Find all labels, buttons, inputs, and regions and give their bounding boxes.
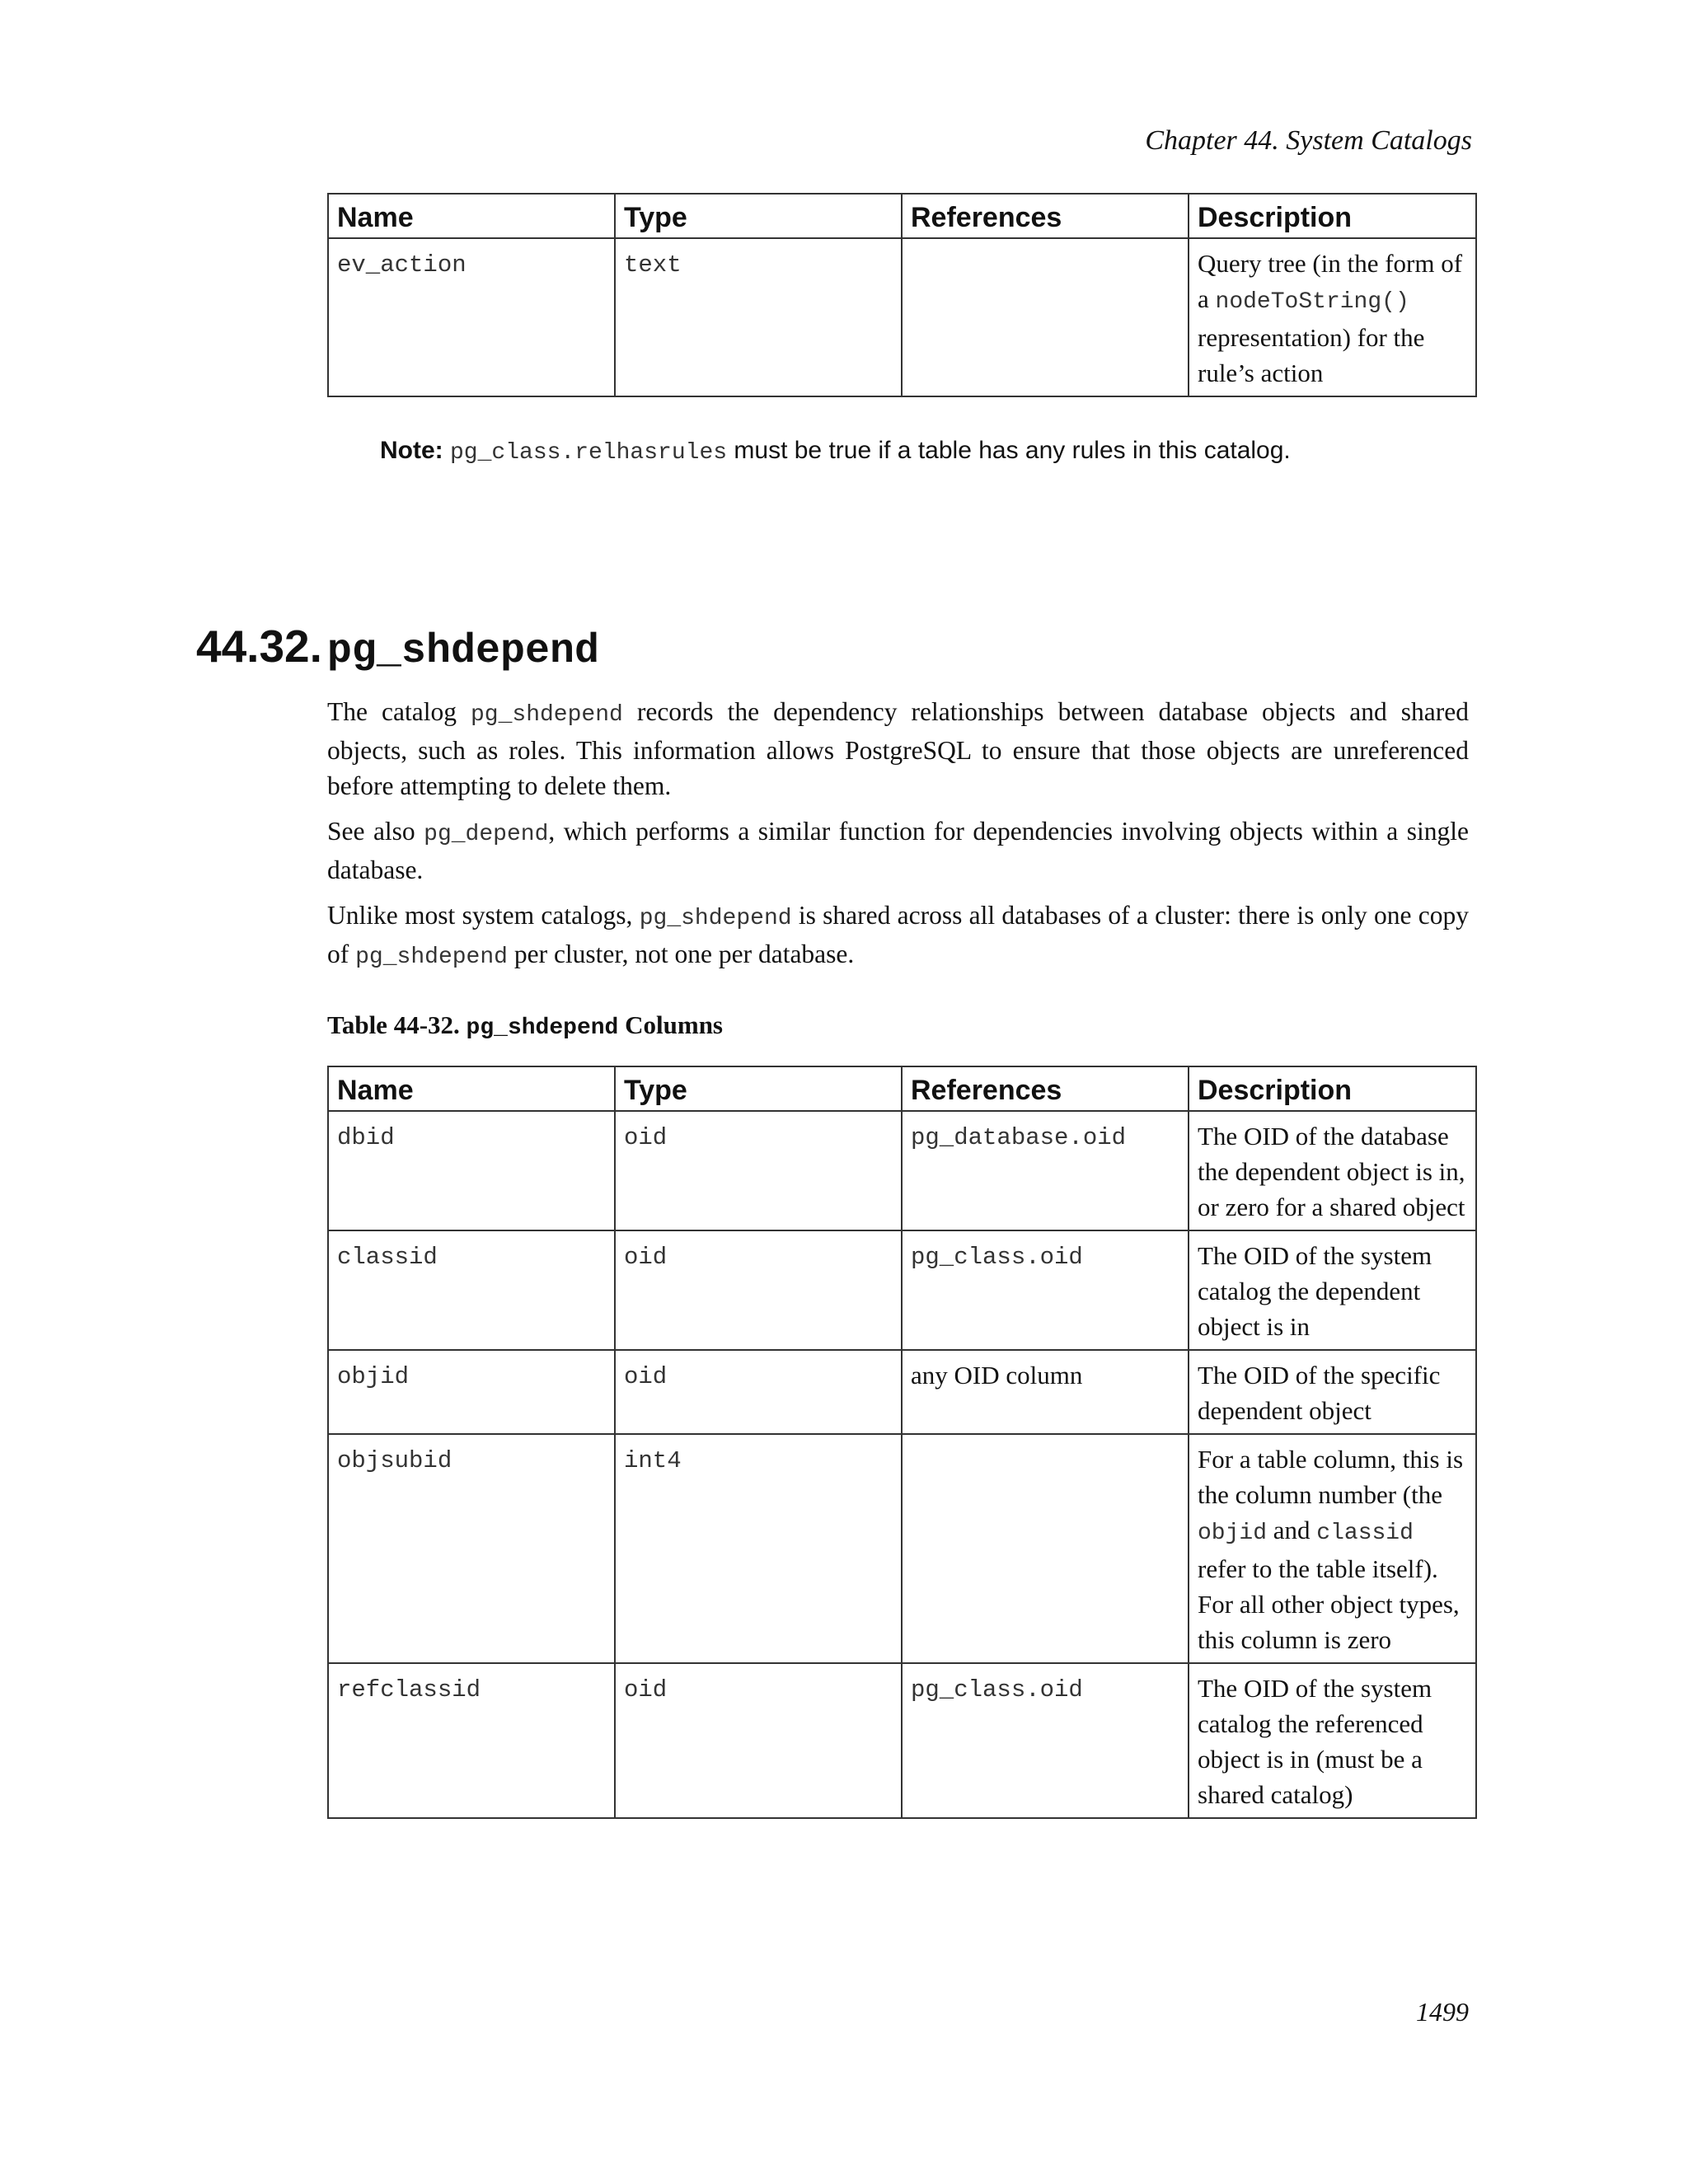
para-text: is shared across all databases of a cluster: there is only one copy of (327, 901, 1469, 968)
cell-name: ev_action (328, 238, 615, 396)
cell-type: oid (615, 1111, 902, 1230)
column-header-type: Type (615, 194, 902, 238)
paragraph-shared (327, 898, 1469, 975)
desc-text: Query tree (in the form of a (1198, 249, 1463, 313)
column-header-type: Type (615, 1066, 902, 1111)
cell-name: objid (328, 1350, 615, 1434)
para-code: pg_shdepend (639, 906, 792, 931)
table-row (328, 1434, 1476, 1663)
table-header-row (328, 194, 1476, 238)
cell-references: pg_database.oid (902, 1111, 1189, 1230)
desc-code: objid (1198, 1521, 1268, 1546)
cell-description (1189, 238, 1476, 396)
table-row (328, 1111, 1476, 1230)
cell-type: oid (615, 1230, 902, 1350)
section-number: 44.32. (196, 621, 322, 672)
cell-type: text (615, 238, 902, 396)
para-text: records the dependency relationships between database objects and shared objects, such as roles. This information allows PostgreSQL to ensure that those objects are unreferenced before attempting to delete them. (327, 697, 1469, 800)
cell-name: classid (328, 1230, 615, 1350)
column-header-references: References (902, 194, 1189, 238)
para-text: See also (327, 817, 424, 846)
running-header: Chapter 44. System Catalogs (1145, 125, 1472, 156)
para-code: pg_shdepend (470, 702, 623, 728)
cell-description: The OID of the database the dependent object is in, or zero for a shared object (1189, 1111, 1476, 1230)
cell-description (1189, 1434, 1476, 1663)
paragraph-intro (327, 694, 1469, 804)
para-text: Unlike most system catalogs, (327, 901, 640, 930)
table-row (328, 1350, 1476, 1434)
column-header-description: Description (1189, 194, 1476, 238)
cell-name: refclassid (328, 1663, 615, 1818)
cell-name: dbid (328, 1111, 615, 1230)
section-heading (196, 620, 599, 675)
desc-text: and (1267, 1516, 1317, 1544)
desc-code: classid (1316, 1521, 1414, 1546)
cell-references (902, 238, 1189, 396)
desc-text: refer to the table itself). For all other object types, this column is zero (1198, 1554, 1460, 1654)
note-label: Note: (380, 437, 443, 464)
table-pg-shdepend-columns (327, 1066, 1477, 1819)
cell-description: The OID of the system catalog the referenced object is in (must be a shared catalog) (1189, 1663, 1476, 1818)
para-text: , which performs a similar function for dependencies involving objects within a single database. (327, 817, 1469, 884)
table-row (328, 1663, 1476, 1818)
desc-text: For a table column, this is the column number (the (1198, 1445, 1464, 1509)
para-text: per cluster, not one per database. (507, 940, 855, 968)
table-pg-rewrite-continued (327, 193, 1477, 397)
cell-type: int4 (615, 1434, 902, 1663)
page-number: 1499 (1416, 1997, 1469, 2027)
column-header-name: Name (328, 194, 615, 238)
caption-text: Table 44-32. (327, 1010, 467, 1039)
cell-description: The OID of the system catalog the dependent object is in (1189, 1230, 1476, 1350)
para-code: pg_depend (424, 822, 549, 847)
cell-type: oid (615, 1663, 902, 1818)
cell-name: objsubid (328, 1434, 615, 1663)
table-row (328, 238, 1476, 396)
cell-type: oid (615, 1350, 902, 1434)
note-code: pg_class.relhasrules (450, 440, 728, 466)
para-code: pg_shdepend (355, 944, 508, 970)
table-header-row (328, 1066, 1476, 1111)
cell-references: pg_class.oid (902, 1230, 1189, 1350)
cell-description: The OID of the specific dependent object (1189, 1350, 1476, 1434)
caption-code: pg_shdepend (466, 1015, 619, 1041)
column-header-references: References (902, 1066, 1189, 1111)
column-header-description: Description (1189, 1066, 1476, 1111)
desc-text: representation) for the rule’s action (1198, 323, 1425, 387)
note-text: must be true if a table has any rules in this catalog. (727, 437, 1291, 464)
table-row (328, 1230, 1476, 1350)
section-catalog-name: pg_shdepend (326, 628, 599, 675)
caption-text: Columns (618, 1010, 723, 1039)
column-header-name: Name (328, 1066, 615, 1111)
note-block (380, 437, 1291, 466)
table-caption (327, 1010, 723, 1041)
para-text: The catalog (327, 697, 471, 726)
cell-references: pg_class.oid (902, 1663, 1189, 1818)
cell-references: any OID column (902, 1350, 1189, 1434)
paragraph-see-also (327, 813, 1469, 888)
cell-references (902, 1434, 1189, 1663)
desc-code: nodeToString() (1215, 289, 1409, 315)
